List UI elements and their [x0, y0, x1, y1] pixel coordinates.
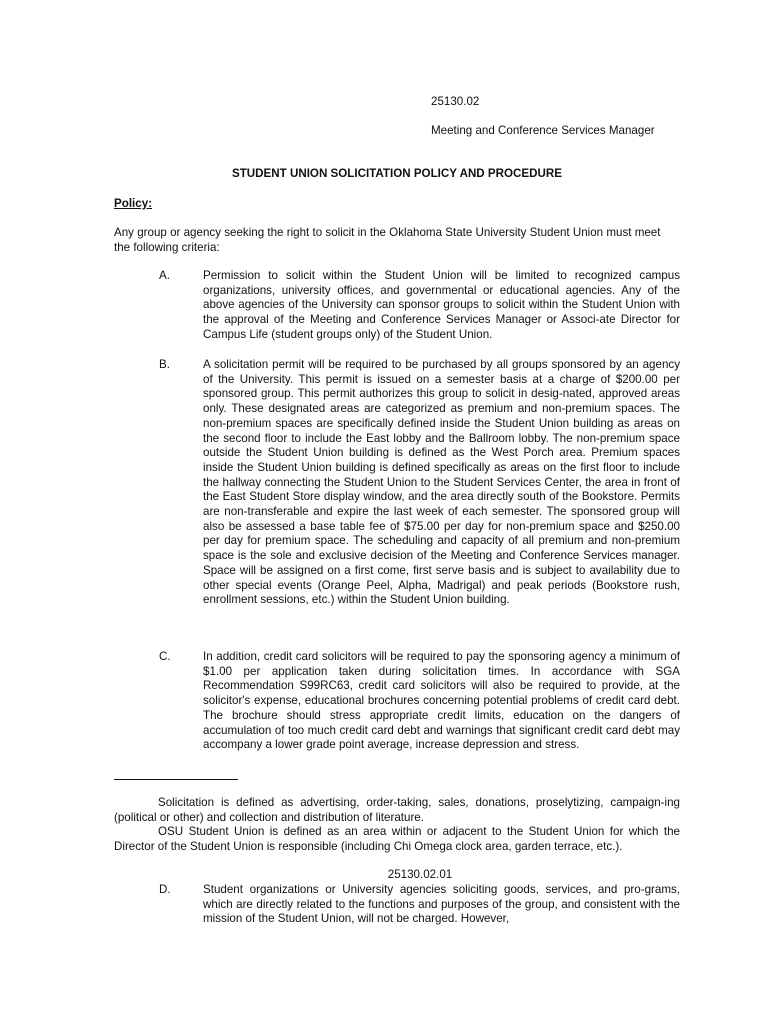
page-title: STUDENT UNION SOLICITATION POLICY AND PROCEDURE [231, 167, 562, 180]
criteria-item-b [114, 358, 680, 608]
item-letter: C. [159, 650, 171, 663]
footnote-text: Solicitation is defined as advertising, order-taking, sales, donations, proselytizing, campaign-ing (political or other) and collection and distribution of literature. [114, 796, 680, 824]
item-letter: B. [159, 358, 170, 371]
footnote-text: OSU Student Union is defined as an area within or adjacent to the Student Union for which the Director of the Student Union is responsible (including Chi Omega clock area, garden terrace, etc.). [114, 825, 680, 853]
item-letter: A. [159, 269, 170, 282]
criteria-item-a [114, 269, 680, 343]
criteria-item-d [114, 883, 680, 927]
item-letter: D. [159, 883, 171, 896]
item-text: In addition, credit card solicitors will be required to pay the sponsoring agency a minimum of $1.00 per application taken during solicitation times. In accordance with SGA Recommendation S99RC63, credit card solicitors will also be required to provide, at the solicitor's expense, educational brochures concerning potential problems of credit card debt. The brochure should stress appropriate credit limits, education on the dangers of accumulation of too much credit card debt and warnings that significant credit card debt may accompany a lower grade point average, increase depression and stress. [203, 650, 680, 752]
footnote-student-union [114, 825, 680, 854]
document-number: 25130.02 [431, 95, 480, 108]
intro-paragraph: Any group or agency seeking the right to solicit in the Oklahoma State University Student Union must meet the following criteria: [114, 226, 661, 254]
page-number: 25130.02.01 [387, 868, 453, 881]
criteria-item-c [114, 650, 680, 753]
policy-heading: Policy: [114, 197, 153, 210]
footnote-divider [114, 779, 238, 780]
responsible-role: Meeting and Conference Services Manager [431, 124, 655, 137]
item-text: Permission to solicit within the Student Union will be limited to recognized campus organizations, university offices, and governmental or educational agencies. Any of the above agencies of the University can sponsor groups to solicit within the Student Union with the approval of the Meeting and Conference Services Manager or Associ-ate Director for Campus Life (student groups only) of the Student Union. [203, 269, 680, 341]
item-text: A solicitation permit will be required to be purchased by all groups sponsored by an agency of the University. This permit is issued on a semester basis at a charge of $200.00 per sponsored group. This permit authorizes this group to solicit in desig-nated, approved areas only. These designated areas are categorized as premium and non-premium spaces. The non-premium spaces are specifically defined inside the Student Union building as areas on the second floor to include the East lobby and the Ballroom lobby. The non-premium space outside the Student Union building is defined as the West Porch area. Premium spaces inside the Student Union building is defined specifically as areas on the first floor to include the hallway connecting the Student Union to the Student Services Center, the area in front of the East Student Store display window, and the area directly south of the Bookstore. Permits are non-transferable and expire the last week of each semester. The sponsored group will also be assessed a base table fee of $75.00 per day for non-premium space and $250.00 per day for premium space. The scheduling and capacity of all premium and non-premium space is the sole and exclusive decision of the Meeting and Conference Services manager. Space will be assigned on a first come, first serve basis and is subject to availability due to other special events (Orange Peel, Alpha, Madrigal) and peak periods (Bookstore rush, enrollment sessions, etc.) within the Student Union building. [203, 358, 680, 607]
footnote-solicitation [114, 796, 680, 825]
item-text: Student organizations or University agencies soliciting goods, services, and pro-grams, which are directly related to the functions and purposes of the group, and consistent with the mission of the Student Union, will not be charged. However, [203, 883, 680, 926]
